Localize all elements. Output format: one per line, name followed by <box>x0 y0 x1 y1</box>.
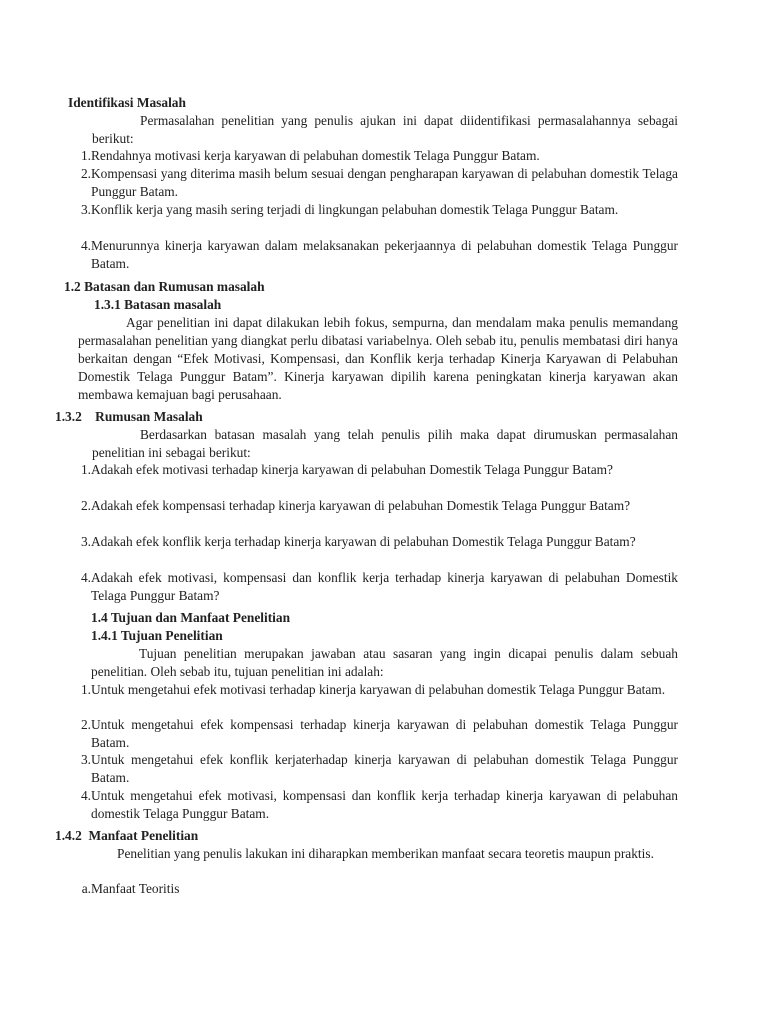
list-item-text: Adakah efek motivasi, kompensasi dan konflik kerja terhadap kinerja karyawan di pelabuhan Domestik Telaga Punggur Batam? <box>91 570 678 603</box>
list-marker: 2. <box>80 166 91 181</box>
list-marker: 1. <box>80 682 91 697</box>
list-item-text: Untuk mengetahui efek konflik kerjaterhadap kinerja karyawan di pelabuhan domestik Telaga Punggur Batam. <box>91 752 678 785</box>
identifikasi-item-1 <box>80 147 678 165</box>
tujuan-item-4 <box>80 787 678 823</box>
list-item-text: Adakah efek motivasi terhadap kinerja karyawan di pelabuhan Domestik Telaga Punggur Batam? <box>91 462 613 477</box>
list-item-text: Manfaat Teoritis <box>91 881 180 896</box>
manfaat-paragraph: Penelitian yang penulis lakukan ini diharapkan memberikan manfaat secara teoretis maupun praktis. <box>117 846 654 861</box>
rumusan-heading: 1.3.2 Rumusan Masalah <box>55 409 203 424</box>
list-marker: 3. <box>80 202 91 217</box>
tujuan-heading: 1.4.1 Tujuan Penelitian <box>91 628 223 643</box>
rumusan-item-3 <box>80 533 678 551</box>
list-item-text: Menurunnya kinerja karyawan dalam melaksanakan pekerjaannya di pelabuhan domestik Telaga Punggur Batam. <box>91 238 678 271</box>
batasan-rumusan-heading: 1.2 Batasan dan Rumusan masalah <box>64 279 265 294</box>
identifikasi-item-4 <box>80 237 678 273</box>
list-marker: 2. <box>80 717 91 732</box>
list-marker: 1. <box>80 148 91 163</box>
identifikasi-item-3 <box>80 201 678 219</box>
identifikasi-item-2 <box>80 165 678 201</box>
list-marker: 2. <box>80 498 91 513</box>
tujuan-item-2 <box>80 716 678 752</box>
list-item-text: Konflik kerja yang masih sering terjadi di lingkungan pelabuhan domestik Telaga Punggur Batam. <box>91 202 619 217</box>
tujuan-manfaat-heading: 1.4 Tujuan dan Manfaat Penelitian <box>91 610 291 625</box>
list-marker: 4. <box>80 570 91 585</box>
list-marker: 3. <box>80 534 91 549</box>
tujuan-item-1 <box>80 681 678 699</box>
rumusan-item-2 <box>80 497 678 515</box>
identifikasi-intro: Permasalahan penelitian yang penulis ajukan ini dapat diidentifikasi permasalahannya sebagai berikut: <box>92 113 678 146</box>
list-item-text: Adakah efek konflik kerja terhadap kinerja karyawan di pelabuhan Domestik Telaga Punggur Batam? <box>91 534 636 549</box>
list-item-text: Untuk mengetahui efek kompensasi terhadap kinerja karyawan di pelabuhan domestik Telaga Punggur Batam. <box>91 717 678 750</box>
list-marker: a. <box>81 881 91 896</box>
tujuan-item-3 <box>80 751 678 787</box>
rumusan-item-1 <box>80 461 678 479</box>
list-item-text: Rendahnya motivasi kerja karyawan di pelabuhan domestik Telaga Punggur Batam. <box>91 148 540 163</box>
list-marker: 1. <box>80 462 91 477</box>
list-marker: 4. <box>80 788 91 803</box>
list-item-text: Untuk mengetahui efek motivasi terhadap kinerja karyawan di pelabuhan domestik Telaga Punggur Batam. <box>91 682 666 697</box>
list-item-text: Kompensasi yang diterima masih belum sesuai dengan pengharapan karyawan di pelabuhan domestik Telaga Punggur Batam. <box>91 166 678 199</box>
rumusan-item-4 <box>80 569 678 605</box>
list-item-text: Untuk mengetahui efek motivasi, kompensasi dan konflik kerja terhadap kinerja karyawan di pelabuhan domestik Telaga Punggur Batam. <box>91 788 678 821</box>
identifikasi-heading: Identifikasi Masalah <box>68 95 186 110</box>
list-item-text: Adakah efek kompensasi terhadap kinerja karyawan di pelabuhan Domestik Telaga Punggur Batam? <box>91 498 631 513</box>
manfaat-heading: 1.4.2 Manfaat Penelitian <box>55 828 199 843</box>
batasan-heading: 1.3.1 Batasan masalah <box>94 297 222 312</box>
rumusan-intro: Berdasarkan batasan masalah yang telah penulis pilih maka dapat dirumuskan permasalahan penelitian ini sebagai berikut: <box>92 427 678 460</box>
list-marker: 3. <box>80 752 91 767</box>
tujuan-intro: Tujuan penelitian merupakan jawaban atau sasaran yang ingin dicapai penulis dalam sebuah penelitian. Oleh sebab itu, tujuan penelitian ini adalah: <box>91 646 678 679</box>
list-marker: 4. <box>80 238 91 253</box>
batasan-paragraph: Agar penelitian ini dapat dilakukan lebih fokus, sempurna, dan mendalam maka penulis memandang permasalahan penelitian yang diangkat perlu dibatasi variabelnya. Oleh sebab itu, penulis membatasi diri hanya berkaitan dengan “Efek Motivasi, Kompensasi, dan Konflik kerja terhadap Kinerja Karyawan di Pelabuhan Domestik Telaga Punggur Batam”. Kinerja karyawan dipilih karena peningkatan kinerja karyawan akan membawa kemajuan bagi perusahaan. <box>78 315 678 402</box>
manfaat-item-a <box>81 880 678 898</box>
